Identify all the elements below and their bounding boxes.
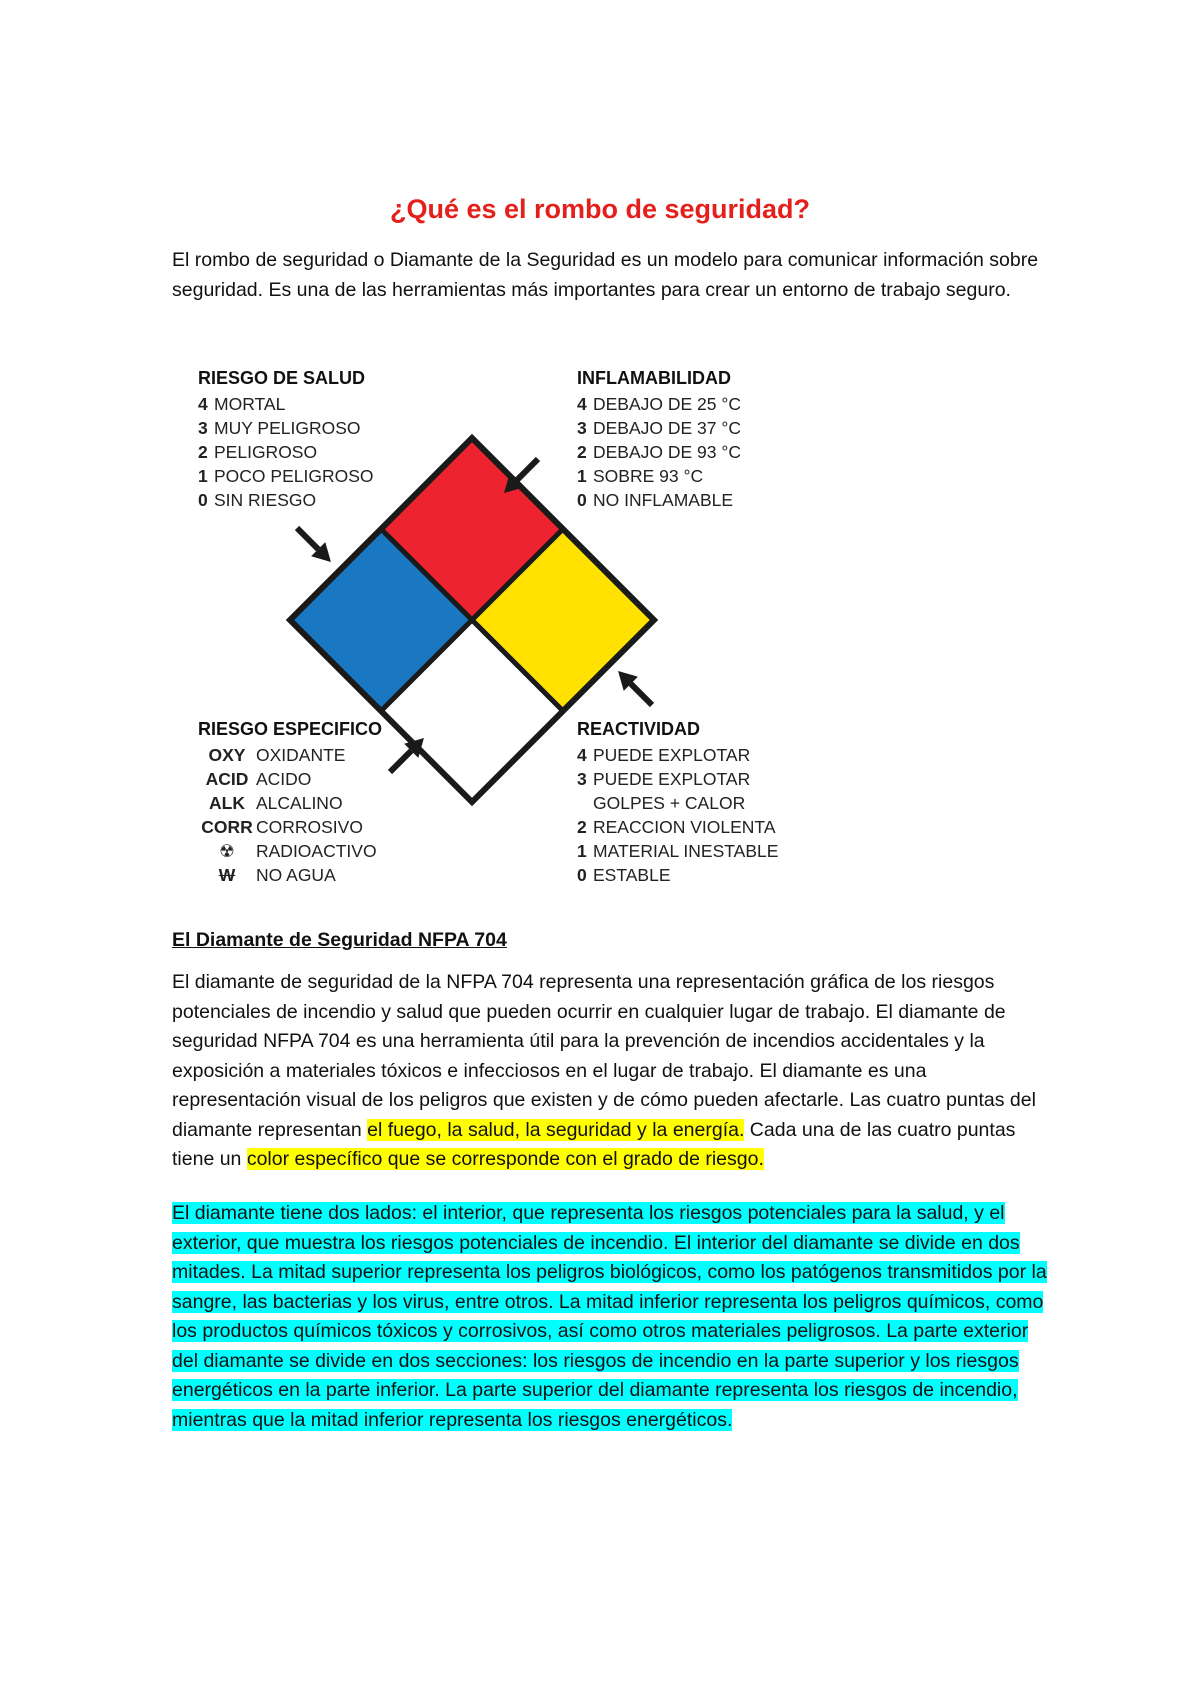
fire-item: DEBAJO DE 25 °C (593, 394, 742, 414)
health-heading: RIESGO DE SALUD (198, 368, 366, 388)
intro-paragraph: El rombo de seguridad o Diamante de la Seguridad es un modelo para comunicar información sobre seguridad. Es una de las herramientas más importantes para crear un entorno de trabajo seguro. (172, 249, 1039, 301)
reactivity-item: ESTABLE (593, 865, 671, 885)
nfpa-diamond-diagram (150, 360, 790, 910)
fire-item: SOBRE 93 °C (593, 466, 704, 486)
highlighted-text: El diamante tiene dos lados: el interior, que representa los riesgos potenciales para la salud, y el exterior, que muestra los riesgos potenciales de incendio. El interior del diamante se divide en dos mitades. La mitad superior representa los peligros biológicos, como los patógenos transmitidos por la sangre, las bacterias y los virus, entre otros. La mitad inferior representa los peligros químicos, como los productos químicos tóxicos y corrosivos, así como otros materiales peligrosos. La parte exterior del diamante se divide en dos secciones: los riesgos de incendio en la parte superior y los riesgos energéticos en la parte inferior. La parte superior del diamante representa los riesgos de incendio, mientras que la mitad inferior representa los riesgos energéticos. (172, 1202, 1047, 1431)
specific-item: NO AGUA (256, 865, 336, 885)
radioactive-icon: ☢ (219, 841, 235, 861)
arrow-icon-health (290, 521, 338, 569)
specific-item: ALCALINO (256, 793, 343, 813)
health-item: MORTAL (214, 394, 286, 414)
health-item: SIN RIESGO (214, 490, 317, 510)
highlighted-text: color específico que se corresponde con el grado de riesgo. (246, 1148, 764, 1170)
no-water-icon: W (218, 865, 236, 885)
specific-item: ACIDO (256, 769, 312, 789)
section-heading: El Diamante de Seguridad NFPA 704 (172, 929, 507, 951)
health-item: PELIGROSO (214, 442, 318, 462)
health-legend: RIESGO DE SALUD 4 MORTAL 3 MUY PELIGROSO 2 PELIGROSO 1 POCO PELIGROSO 0 SIN RIESGO (198, 368, 374, 510)
highlighted-text: el fuego, la salud, la seguridad y la energía. (367, 1118, 745, 1141)
reactivity-item: REACCION VIOLENTA (593, 817, 776, 837)
specific-heading: RIESGO ESPECIFICO (198, 719, 383, 739)
reactivity-item: GOLPES + CALOR (593, 793, 746, 813)
reactivity-legend: REACTIVIDAD 4 PUEDE EXPLOTAR 3 PUEDE EXPLOTAR GOLPES + CALOR 2 REACCION VIOLENTA 1 MATERIAL INESTABLE 0 ESTABLE (577, 719, 779, 885)
specific-item: OXIDANTE (256, 745, 346, 765)
fire-legend: INFLAMABILIDAD 4 DEBAJO DE 25 °C 3 DEBAJO DE 37 °C 2 DEBAJO DE 93 °C 1 SOBRE 93 °C 0 NO INFLAMABLE (577, 368, 742, 510)
arrow-icon-reactivity (611, 664, 659, 712)
specific-item: CORROSIVO (256, 817, 363, 837)
acid-code: ACID (205, 769, 249, 789)
fire-item: NO INFLAMABLE (593, 490, 734, 510)
body-paragraph-1: El diamante de seguridad de la NFPA 704 representa una representación gráfica de los riesgos potenciales de incendio y salud que pueden ocurrir en cualquier lugar de trabajo. El diamante de seguridad NFPA 704 es una herramienta útil para la prevención de incendios accidentales y la exposición a materiales tóxicos e infecciosos en el lugar de trabajo. El diamante es una representación visual de los peligros que existen y de cómo pueden afectarle. Las cuatro puntas del diamante representan el fuego, la salud, la seguridad y la energía. Cada una de las cuatro puntas tiene un color específico que se corresponde con el grado de riesgo. (172, 971, 1036, 1170)
fire-heading: INFLAMABILIDAD (577, 368, 731, 388)
health-item: MUY PELIGROSO (214, 418, 361, 438)
oxy-code: OXY (208, 745, 246, 765)
fire-item: DEBAJO DE 37 °C (593, 418, 742, 438)
body-paragraph-2 (172, 1199, 1052, 1435)
health-item: POCO PELIGROSO (214, 466, 374, 486)
reactivity-item: PUEDE EXPLOTAR (593, 745, 751, 765)
reactivity-item: PUEDE EXPLOTAR (593, 769, 751, 789)
reactivity-heading: REACTIVIDAD (577, 719, 701, 739)
reactivity-item: MATERIAL INESTABLE (593, 841, 779, 861)
specific-item: RADIOACTIVO (256, 841, 377, 861)
page-title: ¿Qué es el rombo de seguridad? (389, 194, 811, 224)
fire-item: DEBAJO DE 93 °C (593, 442, 742, 462)
alk-code: ALK (209, 793, 245, 813)
corr-code: CORR (201, 817, 253, 837)
specific-legend (198, 717, 382, 887)
